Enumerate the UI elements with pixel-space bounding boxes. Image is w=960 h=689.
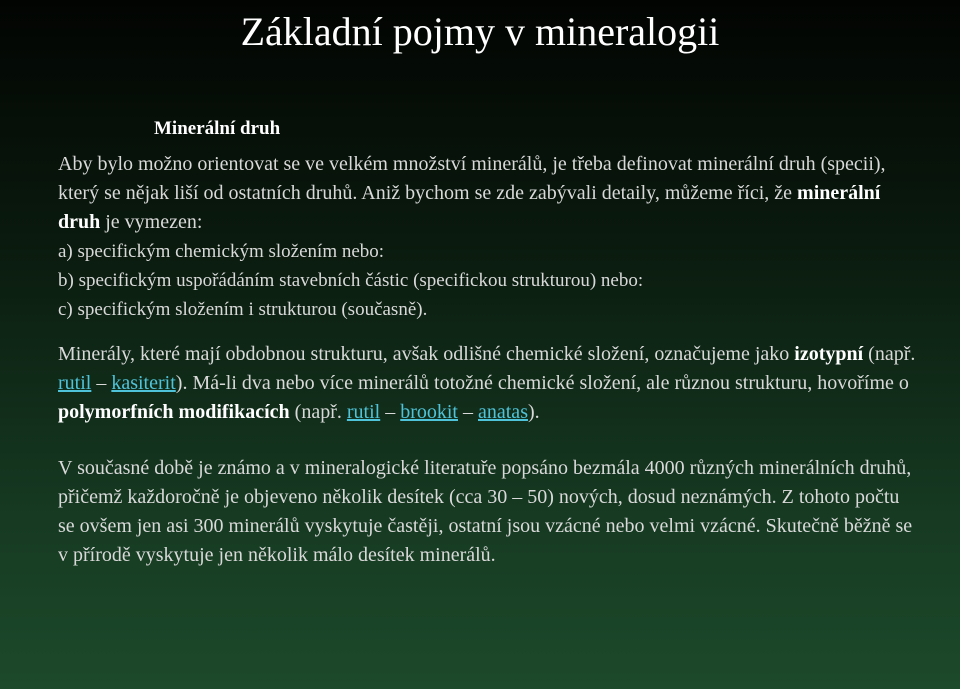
dash: – [458, 401, 478, 423]
link-anatas[interactable]: anatas [478, 401, 528, 423]
link-rutil[interactable]: rutil [58, 372, 92, 394]
dash: – [380, 401, 401, 423]
list-item: a) specifickým chemickým složením nebo: [58, 241, 385, 262]
paragraph-text: Minerály, které mají obdobnou strukturu, avšak odlišné chemické složení, označujeme jako [58, 343, 795, 365]
slide-title: Základní pojmy v mineralogii [240, 9, 720, 54]
definition-list [58, 237, 918, 324]
paragraph-text: ). [527, 401, 540, 423]
paragraph-definition [58, 150, 918, 237]
section-heading: Minerální druh [154, 118, 281, 139]
bold-term: minerální druh [58, 182, 881, 233]
paragraph-text: ). Má-li dva nebo více minerálů totožné chemické složení, ale různou strukturu, hovoříme o [175, 372, 909, 394]
slide-content [58, 118, 918, 570]
link-kasiterit[interactable]: kasiterit [111, 372, 176, 394]
dash: – [91, 372, 112, 394]
paragraph-text: Aby bylo možno orientovat se ve velkém množství minerálů, je třeba definovat minerální druh (specii), který se nějak liší od ostatních druhů. Aniž bychom se zde zabývali detaily, můžeme říci, že [58, 153, 886, 204]
list-item: b) specifickým uspořádáním stavebních částic (specifickou strukturou) nebo: [58, 270, 644, 291]
paragraph-text: je vymezen: [100, 211, 203, 233]
list-item: c) specifickým složením i strukturou (současně). [58, 299, 428, 320]
bold-term: izotypní [794, 343, 864, 365]
paragraph-isotypy [58, 340, 918, 427]
bold-term: polymorfních modifikacích [58, 401, 290, 423]
link-rutil[interactable]: rutil [346, 401, 381, 423]
link-brookit[interactable]: brookit [400, 401, 458, 423]
paragraph-text: (např. [863, 343, 916, 365]
paragraph-statistics: V současné době je známo a v mineralogické literatuře popsáno bezmála 4000 různých minerálních druhů, přičemž každoročně je objeveno několik desítek (cca 30 – 50) nových, dosud neznámých. Z tohoto počtu se ovšem jen asi 300 minerálů vyskytuje častěji, ostatní jsou vzácné nebo velmi vzácné. Skutečně běžně se v přírodě vyskytuje jen několik málo desítek minerálů. [58, 457, 913, 566]
paragraph-text: (např. [289, 401, 347, 423]
